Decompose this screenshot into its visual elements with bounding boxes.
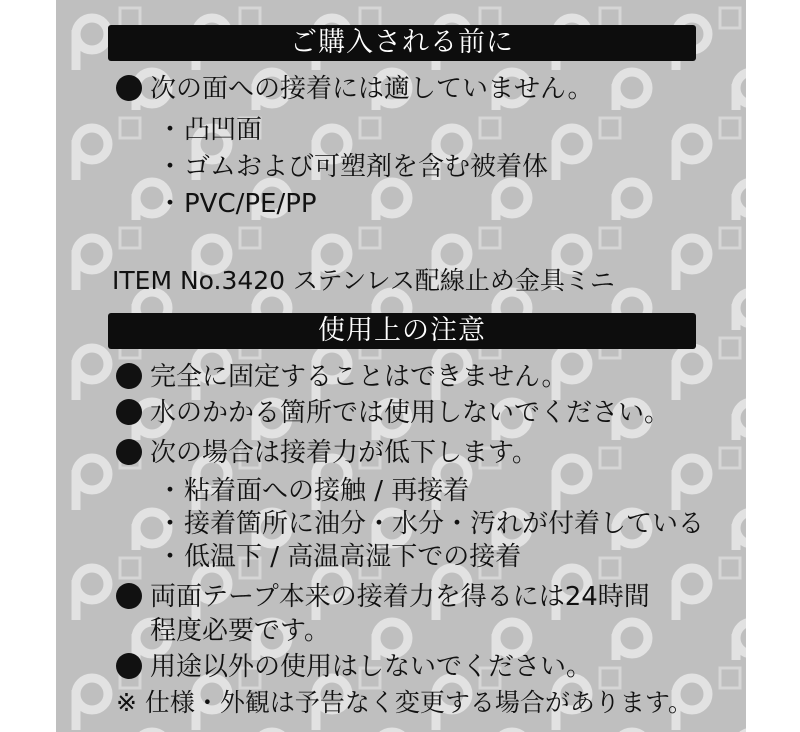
middle-dot-icon: ・ xyxy=(156,152,183,182)
list-item-continuation: 程度必要です。 xyxy=(150,616,330,646)
middle-dot-icon: ・ xyxy=(156,115,183,145)
bullet-icon xyxy=(116,653,142,679)
bullet-icon xyxy=(116,399,142,425)
item-number-title: ITEM No.3420 ステンレス配線止め金具ミニ xyxy=(112,266,615,295)
bullet-icon xyxy=(116,363,142,389)
bullet-icon xyxy=(116,439,142,465)
sub-list-item: ・凸凹面 xyxy=(156,115,263,145)
sub-list-item: ・粘着面への接触 / 再接着 xyxy=(156,476,470,506)
section-title-usage-cautions: 使用上の注意 xyxy=(108,313,696,349)
list-item: 次の場合は接着力が低下します。 xyxy=(116,436,746,470)
list-item: 用途以外の使用はしないでください。 xyxy=(116,650,746,684)
middle-dot-icon: ・ xyxy=(156,476,183,506)
list-item: 完全に固定することはできません。 xyxy=(116,360,746,394)
middle-dot-icon: ・ xyxy=(156,509,183,539)
middle-dot-icon: ・ xyxy=(156,189,183,219)
list-item: 両面テープ本来の接着力を得るには24時間 xyxy=(116,580,746,614)
sub-list-item: ・低温下 / 高温高湿下での接着 xyxy=(156,542,522,572)
list-item: 水のかかる箇所では使用しないでください。 xyxy=(116,396,746,430)
list-item: 次の面への接着には適していません。 xyxy=(116,72,746,106)
disclaimer-note: ※ 仕様・外観は予告なく変更する場合があります。 xyxy=(116,688,693,717)
sub-list-item: ・ゴムおよび可塑剤を含む被着体 xyxy=(156,152,549,182)
sub-list-item: ・接着箇所に油分・水分・汚れが付着している xyxy=(156,509,705,539)
bullet-icon xyxy=(116,75,142,101)
section-title-before-purchase: ご購入される前に xyxy=(108,25,696,61)
middle-dot-icon: ・ xyxy=(156,542,183,572)
instruction-sheet xyxy=(56,0,746,732)
sub-list-item: ・PVC/PE/PP xyxy=(156,189,317,219)
bullet-icon xyxy=(116,583,142,609)
